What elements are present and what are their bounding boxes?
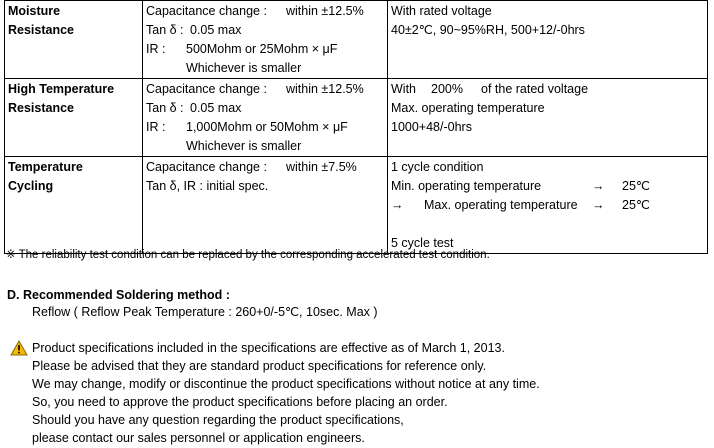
table-row	[5, 157, 708, 254]
cap-value: within ±7.5%	[286, 160, 357, 174]
characteristics-cell	[143, 157, 388, 254]
condition-line: Max. operating temperature	[391, 101, 545, 115]
warning-triangle-icon	[10, 340, 28, 356]
condition-line: 1000+48/-0hrs	[391, 120, 472, 134]
max-temp-label: Max. operating temperature	[424, 198, 578, 212]
disclaimer-line: Please be advised that they are standard product specifications for reference only.	[32, 359, 487, 373]
disclaimer-line: We may change, modify or discontinue the product specifications without notice at any time.	[32, 377, 540, 391]
disclaimer-line: Product specifications included in the specifications are effective as of March 1, 2013.	[32, 341, 505, 355]
soldering-body: Reflow ( Reflow Peak Temperature : 260+0/-5℃, 10sec. Max )	[32, 305, 378, 319]
item-cell	[5, 79, 143, 157]
soldering-heading: D. Recommended Soldering method :	[7, 288, 230, 302]
item-label: Resistance	[8, 23, 75, 37]
condition-cell	[388, 1, 708, 79]
tan-value: 0.05 max	[190, 23, 242, 37]
min-temp-label: Min. operating temperature	[391, 179, 542, 193]
temp-value: 25℃	[622, 198, 650, 212]
characteristics-cell	[143, 1, 388, 79]
disclaimer-line: please contact our sales personnel or application engineers.	[32, 431, 365, 445]
tan-ir-text: Tan δ, IR : initial spec.	[146, 179, 269, 193]
condition-cell	[388, 157, 708, 254]
table-row	[5, 1, 708, 79]
ir-value: 500Mohm or 25Mohm × μF	[186, 42, 338, 56]
arrow-icon: →	[592, 179, 605, 193]
characteristics-cell	[143, 79, 388, 157]
condition-cell	[388, 79, 708, 157]
whichever-text: Whichever is smaller	[186, 139, 302, 153]
cap-value: within ±12.5%	[286, 4, 364, 18]
cap-value: within ±12.5%	[286, 82, 364, 96]
item-label: Resistance	[8, 101, 75, 115]
whichever-text: Whichever is smaller	[186, 61, 302, 75]
temp-value: 25℃	[622, 179, 650, 193]
table-row	[5, 79, 708, 157]
condition-line: 5 cycle test	[391, 236, 454, 250]
tan-label: Tan δ :	[146, 23, 184, 37]
item-label: Moisture	[8, 4, 61, 18]
ir-value: 1,000Mohm or 50Mohm × μF	[186, 120, 348, 134]
with-label: With	[391, 82, 416, 96]
ir-label: IR :	[146, 120, 166, 134]
tan-value: 0.05 max	[190, 101, 242, 115]
reliability-note: ※ The reliability test condition can be replaced by the corresponding accelerated test condition.	[6, 249, 490, 261]
reliability-table	[4, 0, 708, 254]
condition-line: With rated voltage	[391, 4, 492, 18]
condition-line: 40±2℃, 90~95%RH, 500+12/-0hrs	[391, 23, 585, 37]
arrow-icon: →	[592, 198, 605, 212]
item-cell	[5, 157, 143, 254]
disclaimer-line: Should you have any question regarding the product specifications,	[32, 413, 404, 427]
voltage-text: of the rated voltage	[481, 82, 589, 96]
voltage-percent: 200%	[431, 82, 463, 96]
item-cell	[5, 1, 143, 79]
disclaimer-block	[10, 339, 540, 447]
cap-label: Capacitance change :	[146, 160, 267, 174]
item-label: High Temperature	[8, 82, 115, 96]
item-label: Temperature	[8, 160, 83, 174]
condition-line: 1 cycle condition	[391, 160, 484, 174]
ir-label: IR :	[146, 42, 166, 56]
cap-label: Capacitance change :	[146, 4, 267, 18]
cap-label: Capacitance change :	[146, 82, 267, 96]
item-label: Cycling	[8, 179, 54, 193]
tan-label: Tan δ :	[146, 101, 184, 115]
disclaimer-line: So, you need to approve the product specifications before placing an order.	[32, 395, 448, 409]
arrow-icon: →	[391, 198, 404, 212]
